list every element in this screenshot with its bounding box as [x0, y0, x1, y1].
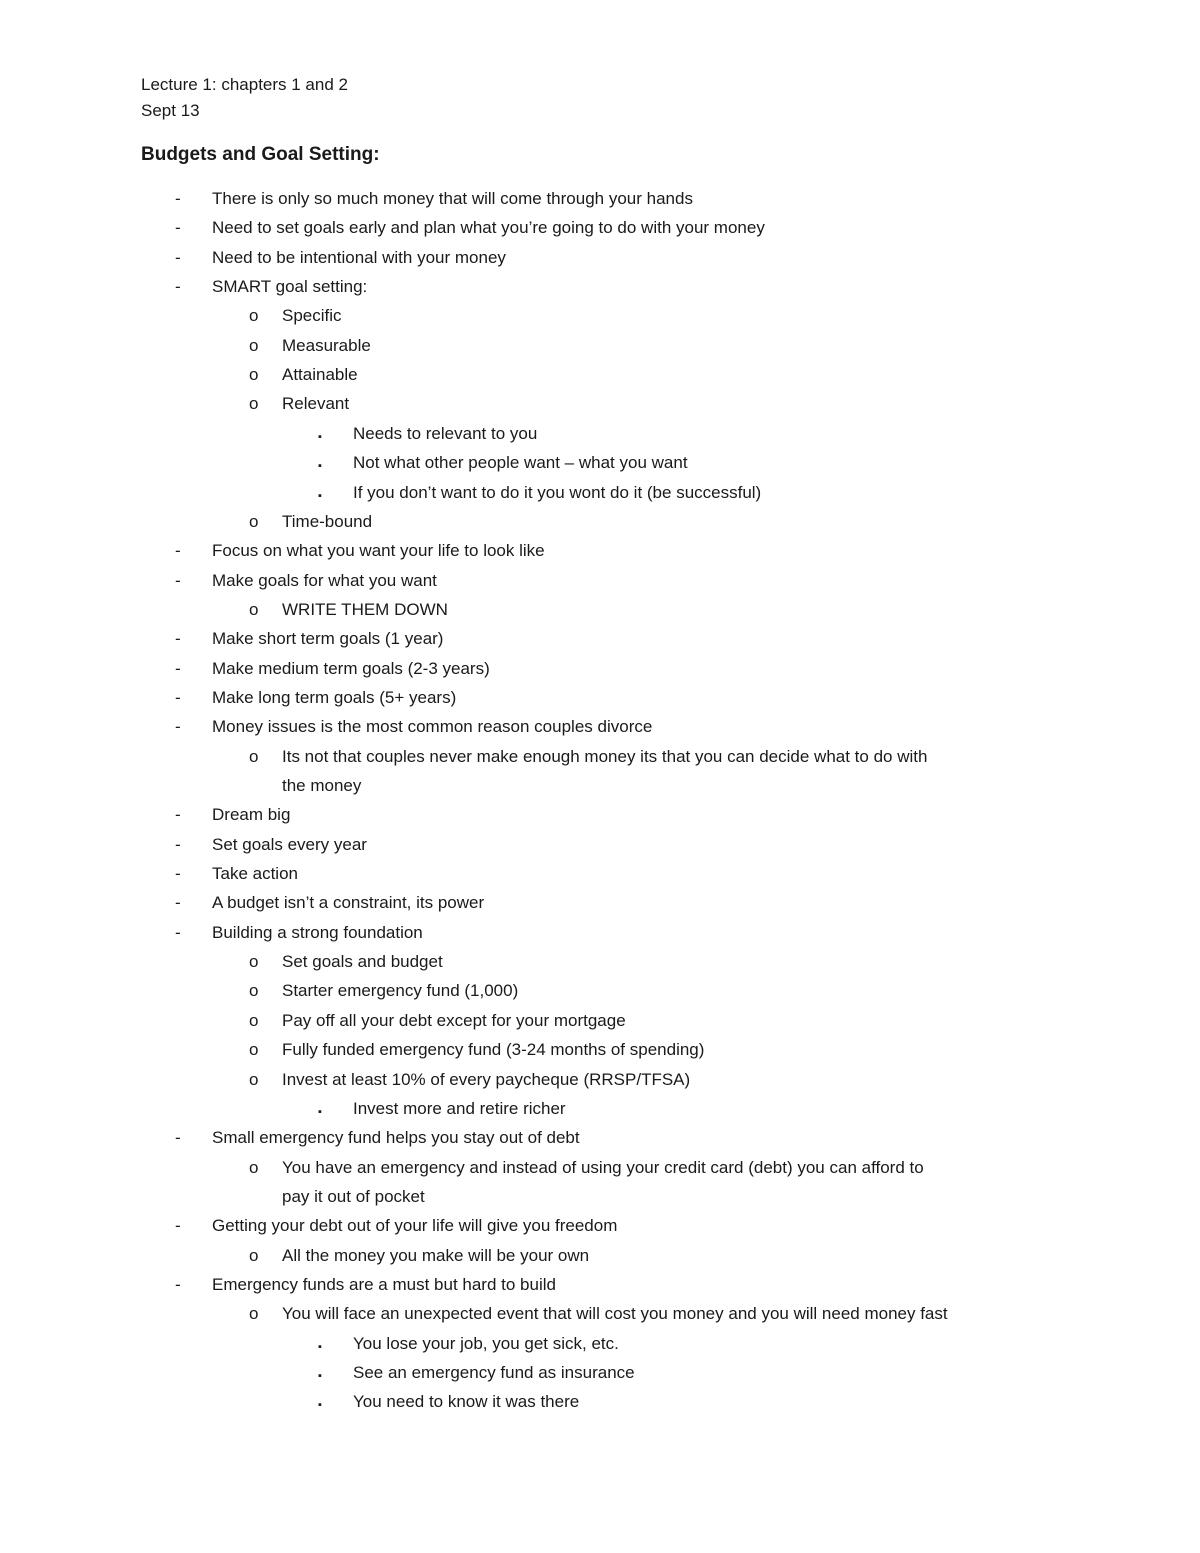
bullet-circle-icon: o [249, 747, 259, 766]
bullet-dash-icon: - [175, 248, 181, 267]
list-item-text: Pay off all your debt except for your mortgage [282, 1011, 626, 1030]
bullet-square-icon: ▪ [318, 460, 322, 472]
list-item-text: Measurable [282, 336, 371, 355]
list-item-text: Relevant [282, 394, 350, 413]
list-item-text: Invest at least 10% of every paycheque (RRSP/TFSA) [282, 1070, 691, 1089]
list-item-text: You have an emergency and instead of using your credit card (debt) you can afford to [282, 1158, 924, 1177]
lecture-date: Sept 13 [141, 101, 200, 120]
list-item-text: A budget isn’t a constraint, its power [212, 893, 485, 912]
bullet-dash-icon: - [175, 923, 181, 942]
list-item-text: Make goals for what you want [212, 571, 437, 590]
list-item-text: See an emergency fund as insurance [353, 1363, 635, 1382]
list-item-text: Needs to relevant to you [353, 424, 538, 443]
lecture-title: Lecture 1: chapters 1 and 2 [141, 75, 348, 94]
bullet-circle-icon: o [249, 952, 259, 971]
list-item-text: WRITE THEM DOWN [282, 600, 448, 619]
bullet-circle-icon: o [249, 1011, 259, 1030]
list-item-text: Make short term goals (1 year) [212, 629, 444, 648]
bullet-dash-icon: - [175, 277, 181, 296]
bullet-dash-icon: - [175, 1275, 181, 1294]
bullet-circle-icon: o [249, 600, 259, 619]
bullet-dash-icon: - [175, 864, 181, 883]
bullet-square-icon: ▪ [318, 1370, 322, 1382]
bullet-dash-icon: - [175, 629, 181, 648]
bullet-square-icon: ▪ [318, 1399, 322, 1411]
bullet-dash-icon: - [175, 659, 181, 678]
bullet-square-icon: ▪ [318, 431, 322, 443]
list-item-text: Its not that couples never make enough money its that you can decide what to do with [282, 747, 928, 766]
list-item-text: SMART goal setting: [212, 277, 368, 296]
list-item-text: There is only so much money that will come through your hands [212, 189, 693, 208]
list-item-text: Need to set goals early and plan what you’re going to do with your money [212, 218, 765, 237]
bullet-dash-icon: - [175, 541, 181, 560]
list-item-text: Dream big [212, 805, 291, 824]
bullet-circle-icon: o [249, 512, 259, 531]
bullet-dash-icon: - [175, 571, 181, 590]
bullet-square-icon: ▪ [318, 1341, 322, 1353]
list-item-text: Invest more and retire richer [353, 1099, 566, 1118]
list-item-text: Attainable [282, 365, 358, 384]
list-item-text: the money [282, 776, 362, 795]
list-item-text: Building a strong foundation [212, 923, 423, 942]
list-item-text: Small emergency fund helps you stay out of debt [212, 1128, 580, 1147]
list-item-text: Make long term goals (5+ years) [212, 688, 457, 707]
bullet-circle-icon: o [249, 981, 259, 1000]
list-item-text: Focus on what you want your life to look like [212, 541, 545, 560]
bullet-circle-icon: o [249, 394, 259, 413]
list-item-text: Starter emergency fund (1,000) [282, 981, 519, 1000]
bullet-dash-icon: - [175, 1128, 181, 1147]
bullet-dash-icon: - [175, 218, 181, 237]
section-heading: Budgets and Goal Setting: [141, 144, 380, 165]
list-item-text: Fully funded emergency fund (3-24 months of spending) [282, 1040, 705, 1059]
bullet-dash-icon: - [175, 893, 181, 912]
bullet-dash-icon: - [175, 688, 181, 707]
bullet-circle-icon: o [249, 1246, 259, 1265]
bullet-circle-icon: o [249, 306, 259, 325]
bullet-circle-icon: o [249, 365, 259, 384]
list-item-text: Specific [282, 306, 342, 325]
bullet-circle-icon: o [249, 1304, 259, 1323]
bullet-dash-icon: - [175, 1216, 181, 1235]
bullet-dash-icon: - [175, 717, 181, 736]
list-item-text: Getting your debt out of your life will give you freedom [212, 1216, 618, 1235]
bullet-square-icon: ▪ [318, 490, 322, 502]
bullet-circle-icon: o [249, 1040, 259, 1059]
list-item-text: Money issues is the most common reason couples divorce [212, 717, 653, 736]
bullet-dash-icon: - [175, 189, 181, 208]
list-item-text: You need to know it was there [353, 1392, 580, 1411]
list-item-text: Make medium term goals (2-3 years) [212, 659, 490, 678]
list-item-text: Emergency funds are a must but hard to build [212, 1275, 556, 1294]
list-item-text: All the money you make will be your own [282, 1246, 590, 1265]
list-item-text: pay it out of pocket [282, 1187, 425, 1206]
list-item-text: Not what other people want – what you want [353, 453, 688, 472]
list-item-text: Take action [212, 864, 298, 883]
list-item-text: Set goals and budget [282, 952, 443, 971]
bullet-square-icon: ▪ [318, 1106, 322, 1118]
bullet-circle-icon: o [249, 336, 259, 355]
bullet-dash-icon: - [175, 805, 181, 824]
bullet-dash-icon: - [175, 835, 181, 854]
bullet-circle-icon: o [249, 1070, 259, 1089]
list-item-text: You lose your job, you get sick, etc. [353, 1334, 619, 1353]
bullet-circle-icon: o [249, 1158, 259, 1177]
list-item-text: Set goals every year [212, 835, 367, 854]
list-item-text: If you don’t want to do it you wont do it (be successful) [353, 483, 762, 502]
list-item-text: Time-bound [282, 512, 373, 531]
list-item-text: You will face an unexpected event that will cost you money and you will need money fast [282, 1304, 948, 1323]
list-item-text: Need to be intentional with your money [212, 248, 506, 267]
